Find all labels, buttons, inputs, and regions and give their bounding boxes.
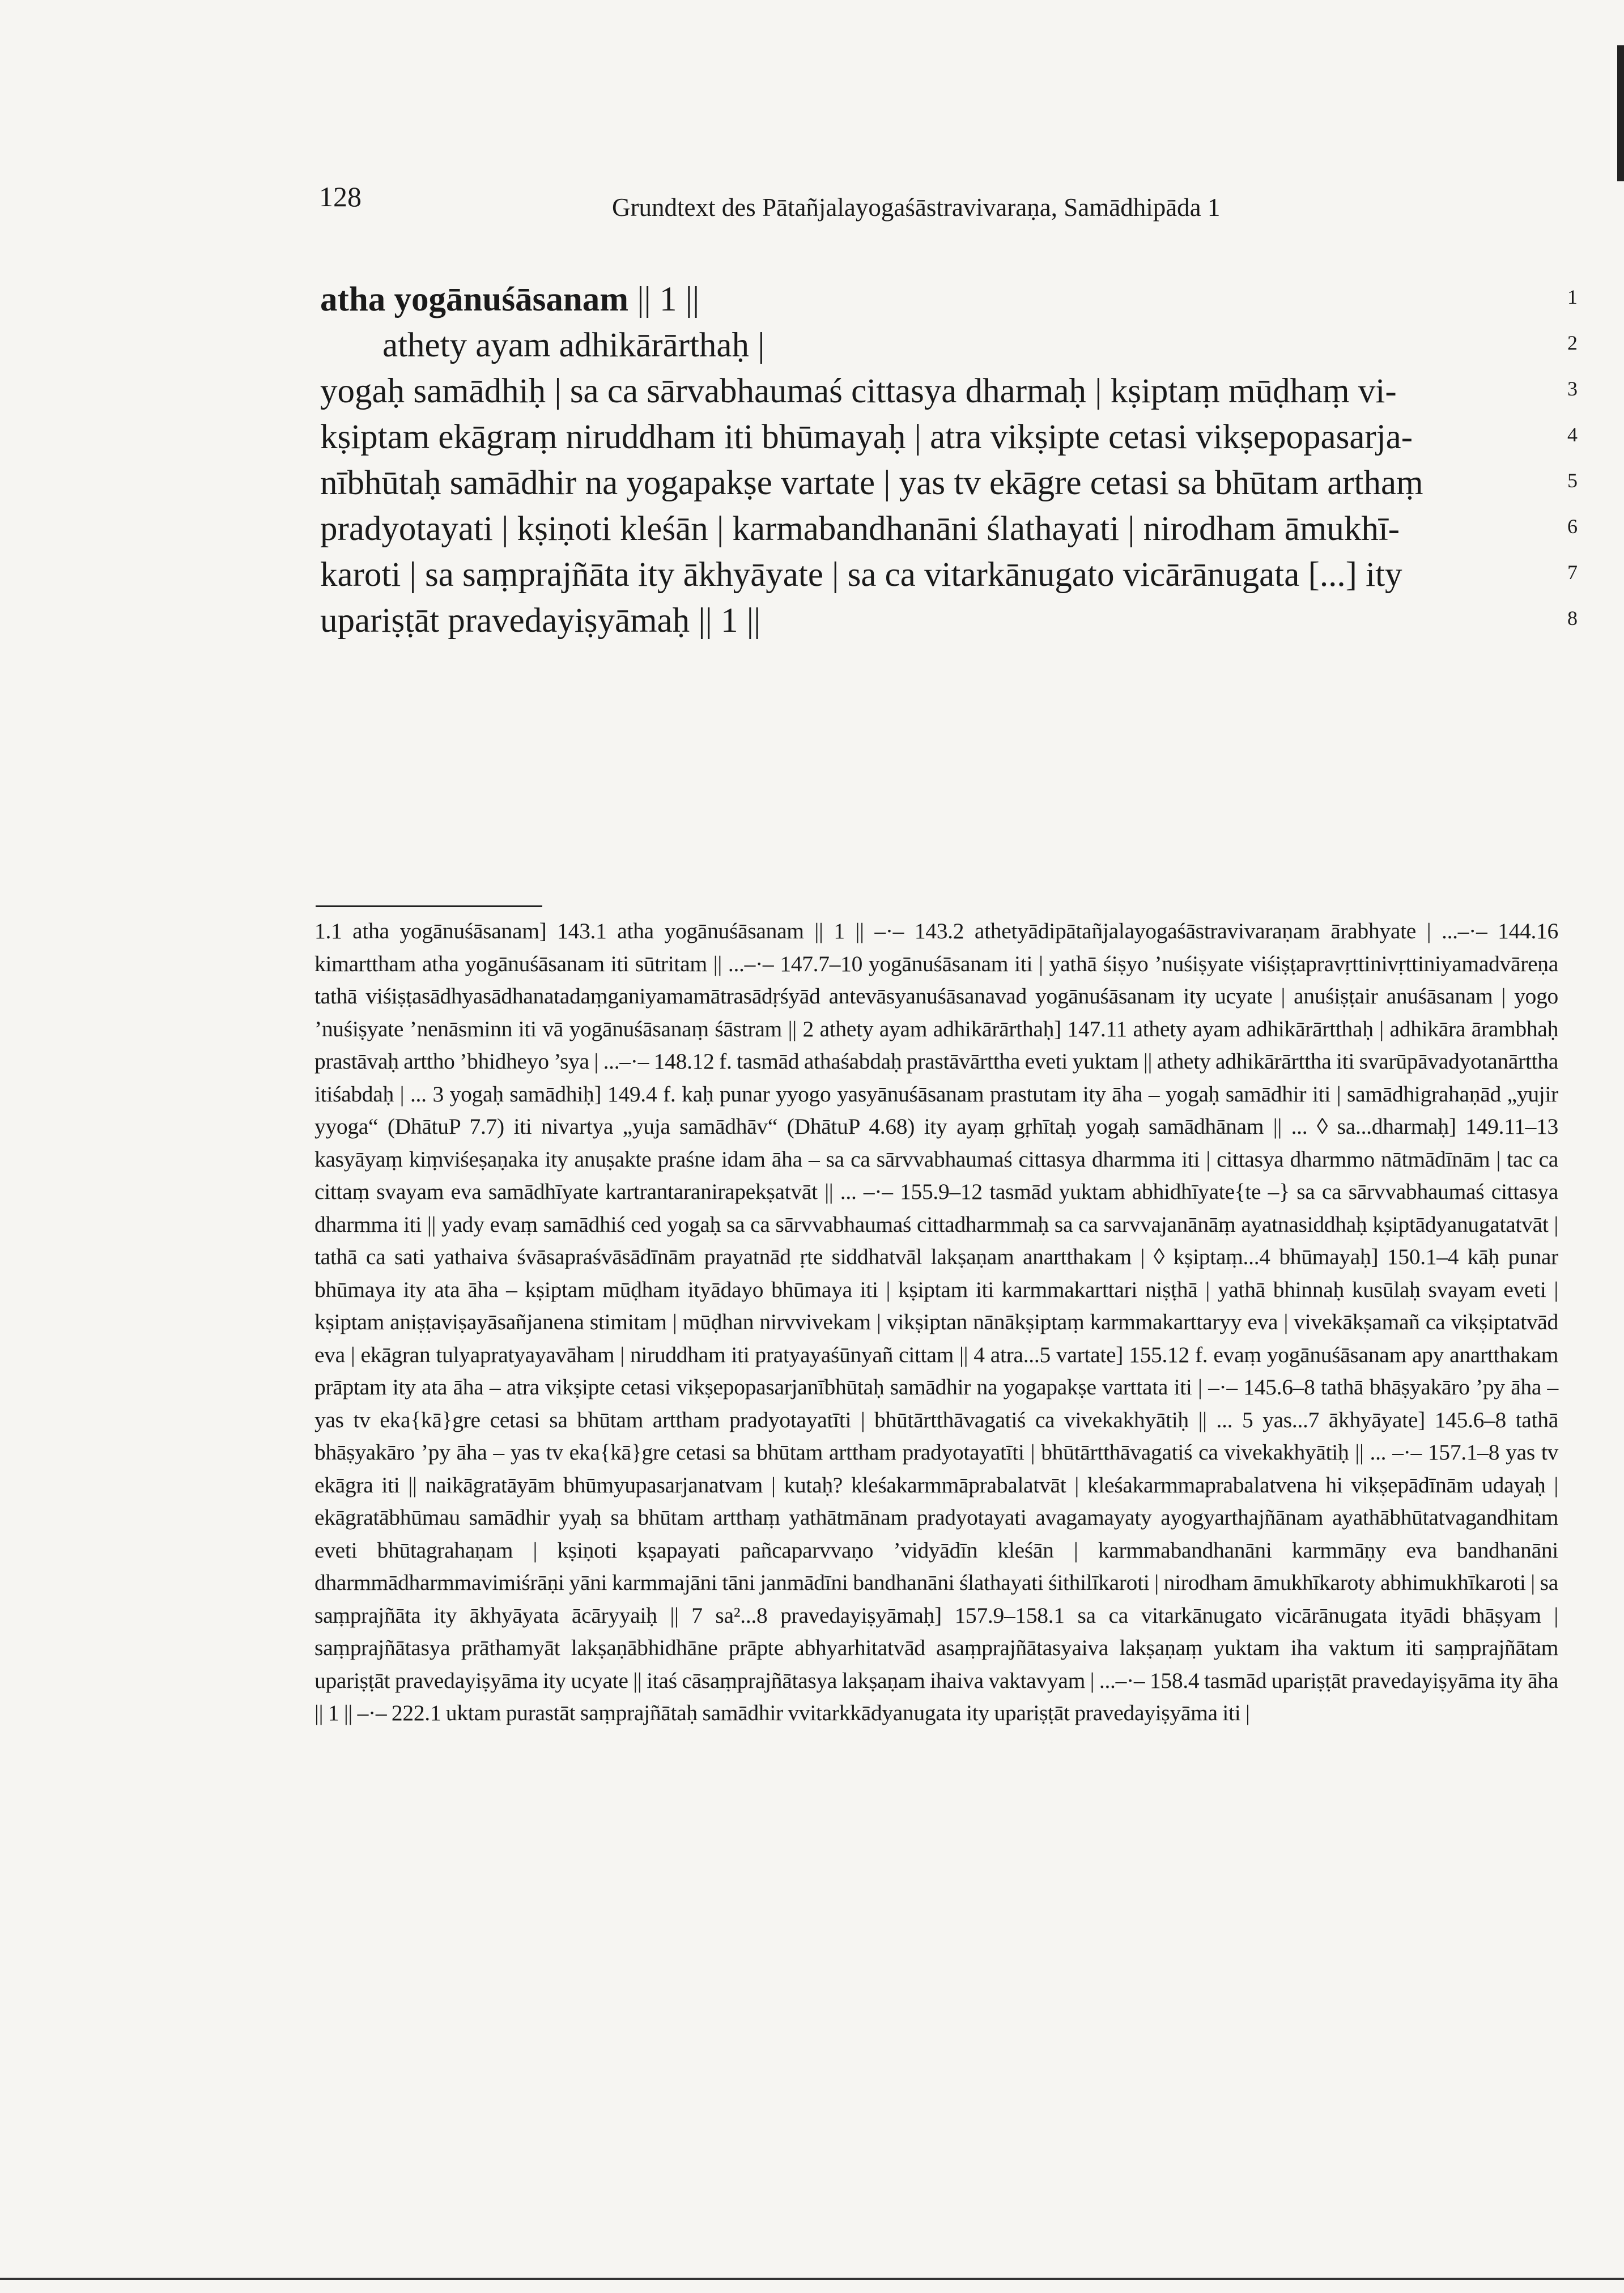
text-line-3: yogaḥ samādhiḥ | sa ca sārvabhaumaś cittasya dharmaḥ | kṣiptaṃ mūḍhaṃ vi- (320, 372, 1397, 410)
line-number: 8 (1567, 607, 1578, 629)
sutra-text: atha yogānuśāsanam (320, 280, 629, 318)
line-number: 2 (1567, 331, 1578, 354)
running-head: Grundtext des Pātañjalayogaśāstravivaraṇa, Samādhipāda 1 (612, 193, 1221, 222)
apparatus-entry: 2 athety ayam adhikārārthaḥ] 147.11 athety ayam adhikārārtthaḥ | adhikāra ārambhaḥ prastāvaḥ arttho ’bhidheyo ’sya | ...–·– 148.12 f. tasmād athaśabdaḥ prastāvārttha eveti yuktam || athety adhikārārttha iti svarūpāvadyotanārttha itiśabdaḥ | ... (314, 1016, 1559, 1107)
text-line-7: karoti | sa saṃprajñāta ity ākhyāyate | sa ca vitarkānugato vicārānugata [...] ity (320, 556, 1402, 594)
critical-apparatus (314, 915, 1558, 1730)
text-line-4: kṣiptam ekāgraṃ niruddham iti bhūmayaḥ | atra vikṣipte cetasi vikṣepopasarja- (320, 418, 1413, 456)
line-numbers (1561, 274, 1584, 641)
text-line-2: athety ayam adhikārārthaḥ | (382, 326, 765, 364)
line-number: 5 (1567, 469, 1578, 492)
line-number: 4 (1567, 423, 1578, 446)
apparatus-entry: 5 yas...7 ākhyāyate] 145.6–8 tathā bhāṣyakāro ’py āha – yas tv eka{kā}gre cetasi sa bhūtam arttham pradyotayatīti | bhūtārtthāvagatiś ca vivekakhyātiḥ || ... –·– 157.1–8 yas tv ekāgra iti || naikāgratāyām bhūmyupasarjanatvam | kutaḥ? kleśakarmmāprabalatvāt | kleśakarmmaprabalatvena hi vikṣepādīnām udayaḥ | ekāgratābhūmau samādhir yyaḥ sa bhūtam artthaṃ yathātmānam pradyotayati avagamayaty ayogyarthajñānam ayathābhūtatvagandhitam eveti bhūtagrahaṇam | kṣiṇoti kṣapayati pañcaparvvaṇo ’vidyādīn kleśān | karmmabandhanāni karmmāṇy eva bandhanāni dharmmādharmmavimiśrāṇi yāni karmmajāni tāni janmādīni bandhanāni ślathayati śithilīkaroti | nirodham āmukhīkaroty abhimukhīkaroti | sa saṃprajñāta ity ākhyāyata ācāryyaiḥ || (314, 1407, 1558, 1628)
page-number: 128 (319, 181, 362, 212)
footnote-rule (316, 905, 542, 907)
apparatus-entry: 7 sa²...8 pravedayiṣyāmaḥ] 157.9–158.1 sa ca vitarkānugato vicārānugata ityādi bhāṣyam | saṃprajñātasya prāthamyāt lakṣaṇābhidhāne prāpte abhyarhitatvād asaṃprajñātasyaiva lakṣaṇaṃ yuktam iha vaktum iti saṃprajñātam upariṣṭāt pravedayiṣyāma ity ucyate || itaś cāsaṃprajñātasya lakṣaṇam ihaiva vaktavyam | ...–·– 158.4 tasmād upariṣṭāt pravedayiṣyāma ity āha || 1 || –·– 222.1 uktam purastāt saṃprajñātaḥ samādhir vvitarkkādyanugata ity upariṣṭāt pravedayiṣyāma iti | (314, 1602, 1558, 1725)
apparatus-entry: 4 atra...5 vartate] 155.12 f. evaṃ yogānuśāsanam apy anartthakam prāptam ity ata āha – atra vikṣipte cetasi vikṣepopasarjanībhūtaḥ samādhir na yogapakṣe varttata iti | –·– 145.6–8 tathā bhāṣyakāro ’py āha – yas tv eka{kā}gre cetasi sa bhūtam arttham pradyotayatīti | bhūtārtthāvagatiś ca vivekakhyātiḥ || ... (314, 1342, 1559, 1432)
line-number: 7 (1567, 561, 1578, 584)
text-line-5: nībhūtaḥ samādhir na yogapakṣe vartate | yas tv ekāgre cetasi sa bhūtam arthaṃ (320, 464, 1423, 502)
line-number: 6 (1567, 515, 1578, 538)
scan-edge-mark (1617, 45, 1624, 181)
line-number: 3 (1567, 377, 1578, 400)
line-number: 1 (1567, 286, 1578, 308)
text-line-6: pradyotayati | kṣiṇoti kleśān | karmabandhanāni ślathayati | nirodham āmukhī- (320, 510, 1400, 548)
scan-bottom-edge (0, 2278, 1624, 2280)
main-text (320, 276, 1510, 644)
apparatus-entry: 3 yogaḥ samādhiḥ] 149.4 f. kaḥ punar yyogo yasyānuśāsanam prastutam ity āha – yogaḥ samādhir iti | samādhigrahaṇād „yujir yyoga“ (DhātuP 7.7) iti nivartya „yuja samādhāv“ (DhātuP 4.68) ity ayaṃ gṛhītaḥ yogaḥ samādhānam || ... ◊ sa...dharmaḥ] 149.11–13 kasyāyaṃ kiṃviśeṣaṇaka ity anuṣakte praśne idam āha – sa ca sārvvabhaumaś cittasya dharmma iti | cittasya dharmmo nātmādīnām | tac ca cittaṃ svayam eva samādhīyate kartrantaranirapekṣatvāt || ... –·– 155.9–12 tasmād yuktam abhidhīyate{te –} sa ca sārvvabhaumaś cittasya dharmma iti || yady evaṃ samādhiś ced yogaḥ sa ca sārvvabhaumaś cittadharmmaḥ sa ca sarvvajanānāṃ ayatnasiddhaḥ kṣiptādyanugatatvāt | tathā ca sati yathaiva śvāsapraśvāsādīnām prayatnād ṛte siddhatvāl lakṣaṇam anartthakam | ◊ kṣiptaṃ...4 bhūmayaḥ] 150.1–4 kāḥ punar bhūmaya ity ata āha – kṣiptam mūḍham ityādayo bhūmaya iti | kṣiptam iti karmmakarttari niṣṭhā | yathā bhinnaḥ kusūlaḥ svayam eveti | kṣiptam aniṣṭaviṣayāsañjanena stimitam | mūḍhan nirvvivekam | vikṣiptan nānākṣiptaṃ karmmakarttaryy eva | vivekākṣamañ ca vikṣiptatvād eva | ekāgran tulyapratyayavāham | niruddham iti pratyayaśūnyañ cittam || (314, 1081, 1558, 1367)
apparatus-entry: 1.1 atha yogānuśāsanam] 143.1 atha yogānuśāsanam || 1 || –·– 143.2 athetyādipātañjalayogaśāstravivaraṇam ārabhyate | ...–·– 144.16 kimarttham atha yogānuśāsanam iti sūtritam || ...–·– 147.7–10 yogānuśāsanam iti | yathā śiṣyo ’nuśiṣyate viśiṣṭapravṛttinivṛttiniyamadvāreṇa tathā viśiṣṭasādhyasādhanatadaṃganiyamamātrasādṛśyād antevāsyanuśāsanavad yogānuśāsanam ity ucyate | anuśiṣṭair anuśāsanam | yogo ’nuśiṣyate ’nenāsminn iti vā yogānuśāsanaṃ śāstram || (314, 918, 1558, 1041)
sutra-marker: || 1 || (637, 280, 700, 318)
sutra-line (320, 276, 1510, 322)
text-line-8: upariṣṭāt pravedayiṣyāmaḥ || 1 || (320, 602, 761, 640)
